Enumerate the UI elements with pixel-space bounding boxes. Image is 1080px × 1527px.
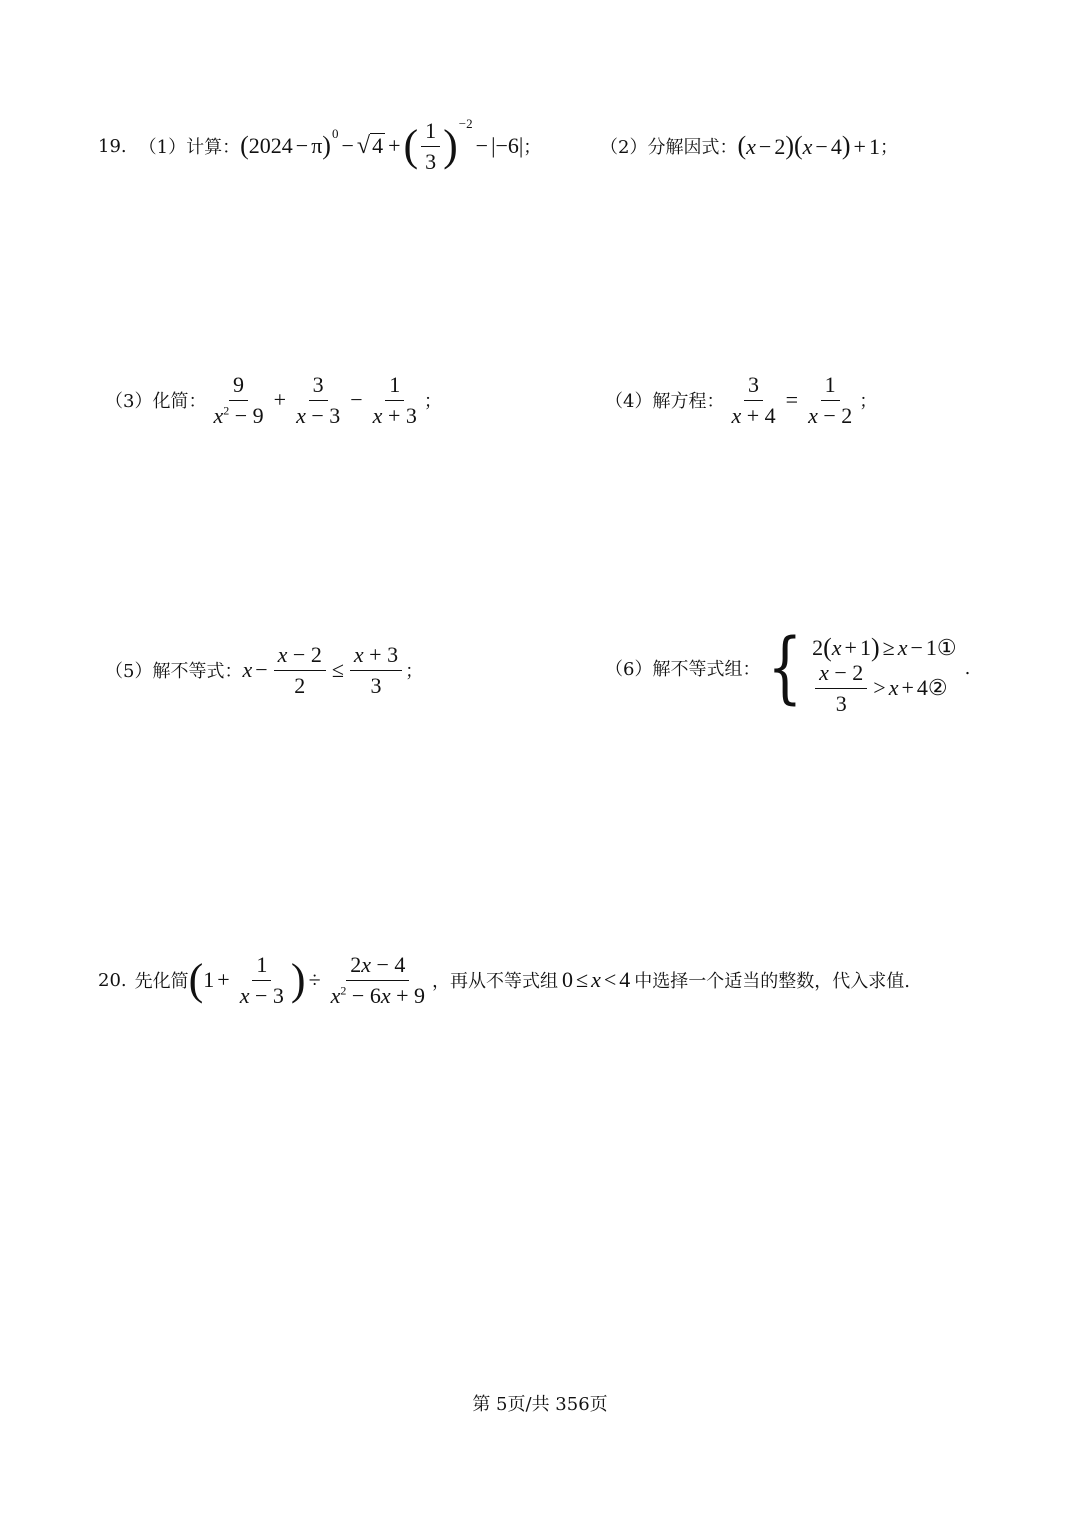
part-label: （5）解不等式：: [105, 661, 243, 682]
math-expression: ( 1 + $\frac{1}{x - 3}$ ) ÷ $\frac{2x - 4}{x^2 - 6x + 9}$: [188, 951, 426, 1008]
math-expression: (x − 2)(x − 4) + 1: [737, 131, 880, 160]
math-expression: $\frac{9}{x^2 - 9}$ + $\frac{3}{x - 3}$ − $\frac{1}{x + 3}$: [213, 371, 417, 428]
semicolon: ；: [423, 391, 442, 412]
q19-part3: [105, 370, 442, 430]
part-label: （4）解方程：: [605, 391, 725, 412]
q20: [98, 950, 910, 1010]
q19-part5: [105, 640, 423, 700]
math-expression: x − $\frac{x - 2}{2}$ ≤ $\frac{x + 3}{3}$: [242, 642, 405, 699]
inequality-1: 2 ( x + 1 ) ≥ x − 1 ①: [812, 633, 957, 662]
math-expression: $\frac{3}{x + 4}$ = $\frac{1}{x - 2}$: [731, 371, 853, 428]
question-number: 19.: [98, 135, 127, 157]
circled-two: ②: [927, 675, 948, 700]
part-label: （6）解不等式组：: [605, 659, 761, 680]
inequality-system: [812, 628, 957, 716]
semicolon: ；: [859, 391, 878, 412]
semicolon: ；: [405, 661, 424, 682]
semicolon: ；: [879, 137, 898, 158]
q19-part2: [600, 126, 898, 166]
system-brace: {: [767, 623, 803, 713]
part-label: （3）化简：: [105, 391, 207, 412]
question-text: 先化简: [134, 971, 189, 992]
part-label: （2）分解因式：: [600, 137, 738, 158]
question-text: ，再从不等式组: [432, 971, 559, 992]
period: .: [964, 657, 971, 679]
semicolon: ；: [523, 137, 542, 158]
circled-one: ①: [936, 635, 957, 660]
q19-part6: [605, 622, 970, 714]
inequality-2: $\frac{x - 2}{3}$ > x + 4 ②: [812, 668, 957, 708]
q19-part1: [98, 118, 541, 174]
inequality-range: 0 ≤ x < 4: [562, 967, 631, 992]
q19-part4: [605, 370, 877, 430]
math-expression: ( 2024 − π ) 0 − √ 4 + ( $\frac{1}{3}$ ) −2 − |−6|: [240, 116, 524, 174]
question-text: 中选择一个适当的整数，代入求值.: [634, 971, 911, 992]
part-label: （1）计算：: [138, 137, 241, 158]
question-number: 20.: [98, 969, 127, 991]
page-footer: 第 5页/共 356页: [472, 1394, 608, 1415]
